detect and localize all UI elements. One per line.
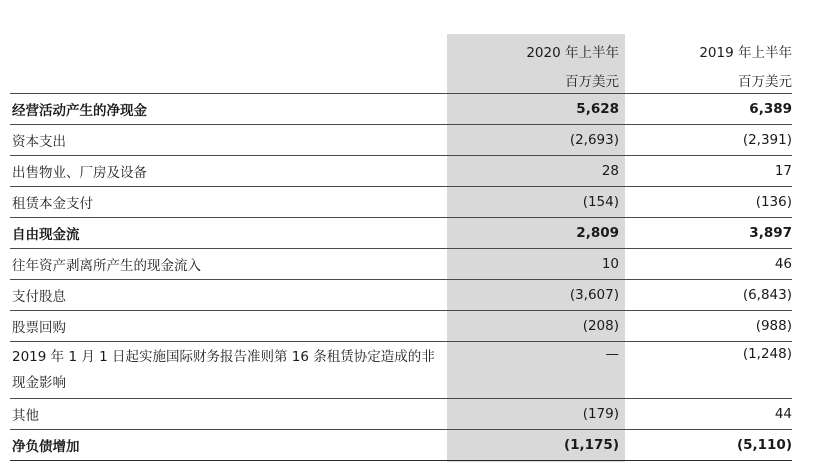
- value-2020: 28: [447, 156, 625, 187]
- row-label: 股票回购: [10, 311, 447, 342]
- value-2020: (1,175): [447, 430, 625, 461]
- value-2019: (5,110): [625, 430, 792, 461]
- table-row: [10, 430, 792, 461]
- value-2020: (208): [447, 311, 625, 342]
- table-row: [10, 187, 792, 218]
- header-2020-unit: 百万美元: [565, 74, 619, 90]
- value-2019: 3,897: [625, 218, 792, 249]
- value-2019: (6,843): [625, 280, 792, 311]
- value-2020: (154): [447, 187, 625, 218]
- table-row: [10, 399, 792, 430]
- row-label: 经营活动产生的净现金: [10, 94, 447, 125]
- row-label: 资本支出: [10, 125, 447, 156]
- header-2019-unit: 百万美元: [738, 74, 792, 90]
- header-2019-period: 2019 年上半年: [699, 45, 792, 61]
- value-2020: 2,809: [447, 218, 625, 249]
- row-label: 租赁本金支付: [10, 187, 447, 218]
- table-row: [10, 156, 792, 187]
- table-row: [10, 280, 792, 311]
- row-label: 其他: [10, 399, 447, 430]
- value-2020: (2,693): [447, 125, 625, 156]
- value-2020: (179): [447, 399, 625, 430]
- value-2020: 5,628: [447, 94, 625, 125]
- table-row: [10, 125, 792, 156]
- value-2019: 46: [625, 249, 792, 280]
- row-label: 往年资产剥离所产生的现金流入: [10, 249, 447, 280]
- header-2020-period: 2020 年上半年: [526, 45, 619, 61]
- value-2019: (1,248): [625, 342, 792, 399]
- row-label: 自由现金流: [10, 218, 447, 249]
- value-2019: 44: [625, 399, 792, 430]
- table-row: [10, 342, 792, 399]
- net-debt-table: [10, 94, 792, 461]
- row-label: 出售物业、厂房及设备: [10, 156, 447, 187]
- row-label: 2019 年 1 月 1 日起实施国际财务报告准则第 16 条租赁协定造成的非现金影响: [10, 342, 447, 399]
- table-row: [10, 249, 792, 280]
- value-2019: (2,391): [625, 125, 792, 156]
- row-label: 净负债增加: [10, 430, 447, 461]
- value-2020: —: [447, 342, 625, 399]
- value-2019: 6,389: [625, 94, 792, 125]
- value-2020: 10: [447, 249, 625, 280]
- value-2019: (136): [625, 187, 792, 218]
- row-label: 支付股息: [10, 280, 447, 311]
- table-row: [10, 94, 792, 125]
- value-2019: 17: [625, 156, 792, 187]
- value-2020: (3,607): [447, 280, 625, 311]
- value-2019: (988): [625, 311, 792, 342]
- table-row: [10, 311, 792, 342]
- table-row: [10, 218, 792, 249]
